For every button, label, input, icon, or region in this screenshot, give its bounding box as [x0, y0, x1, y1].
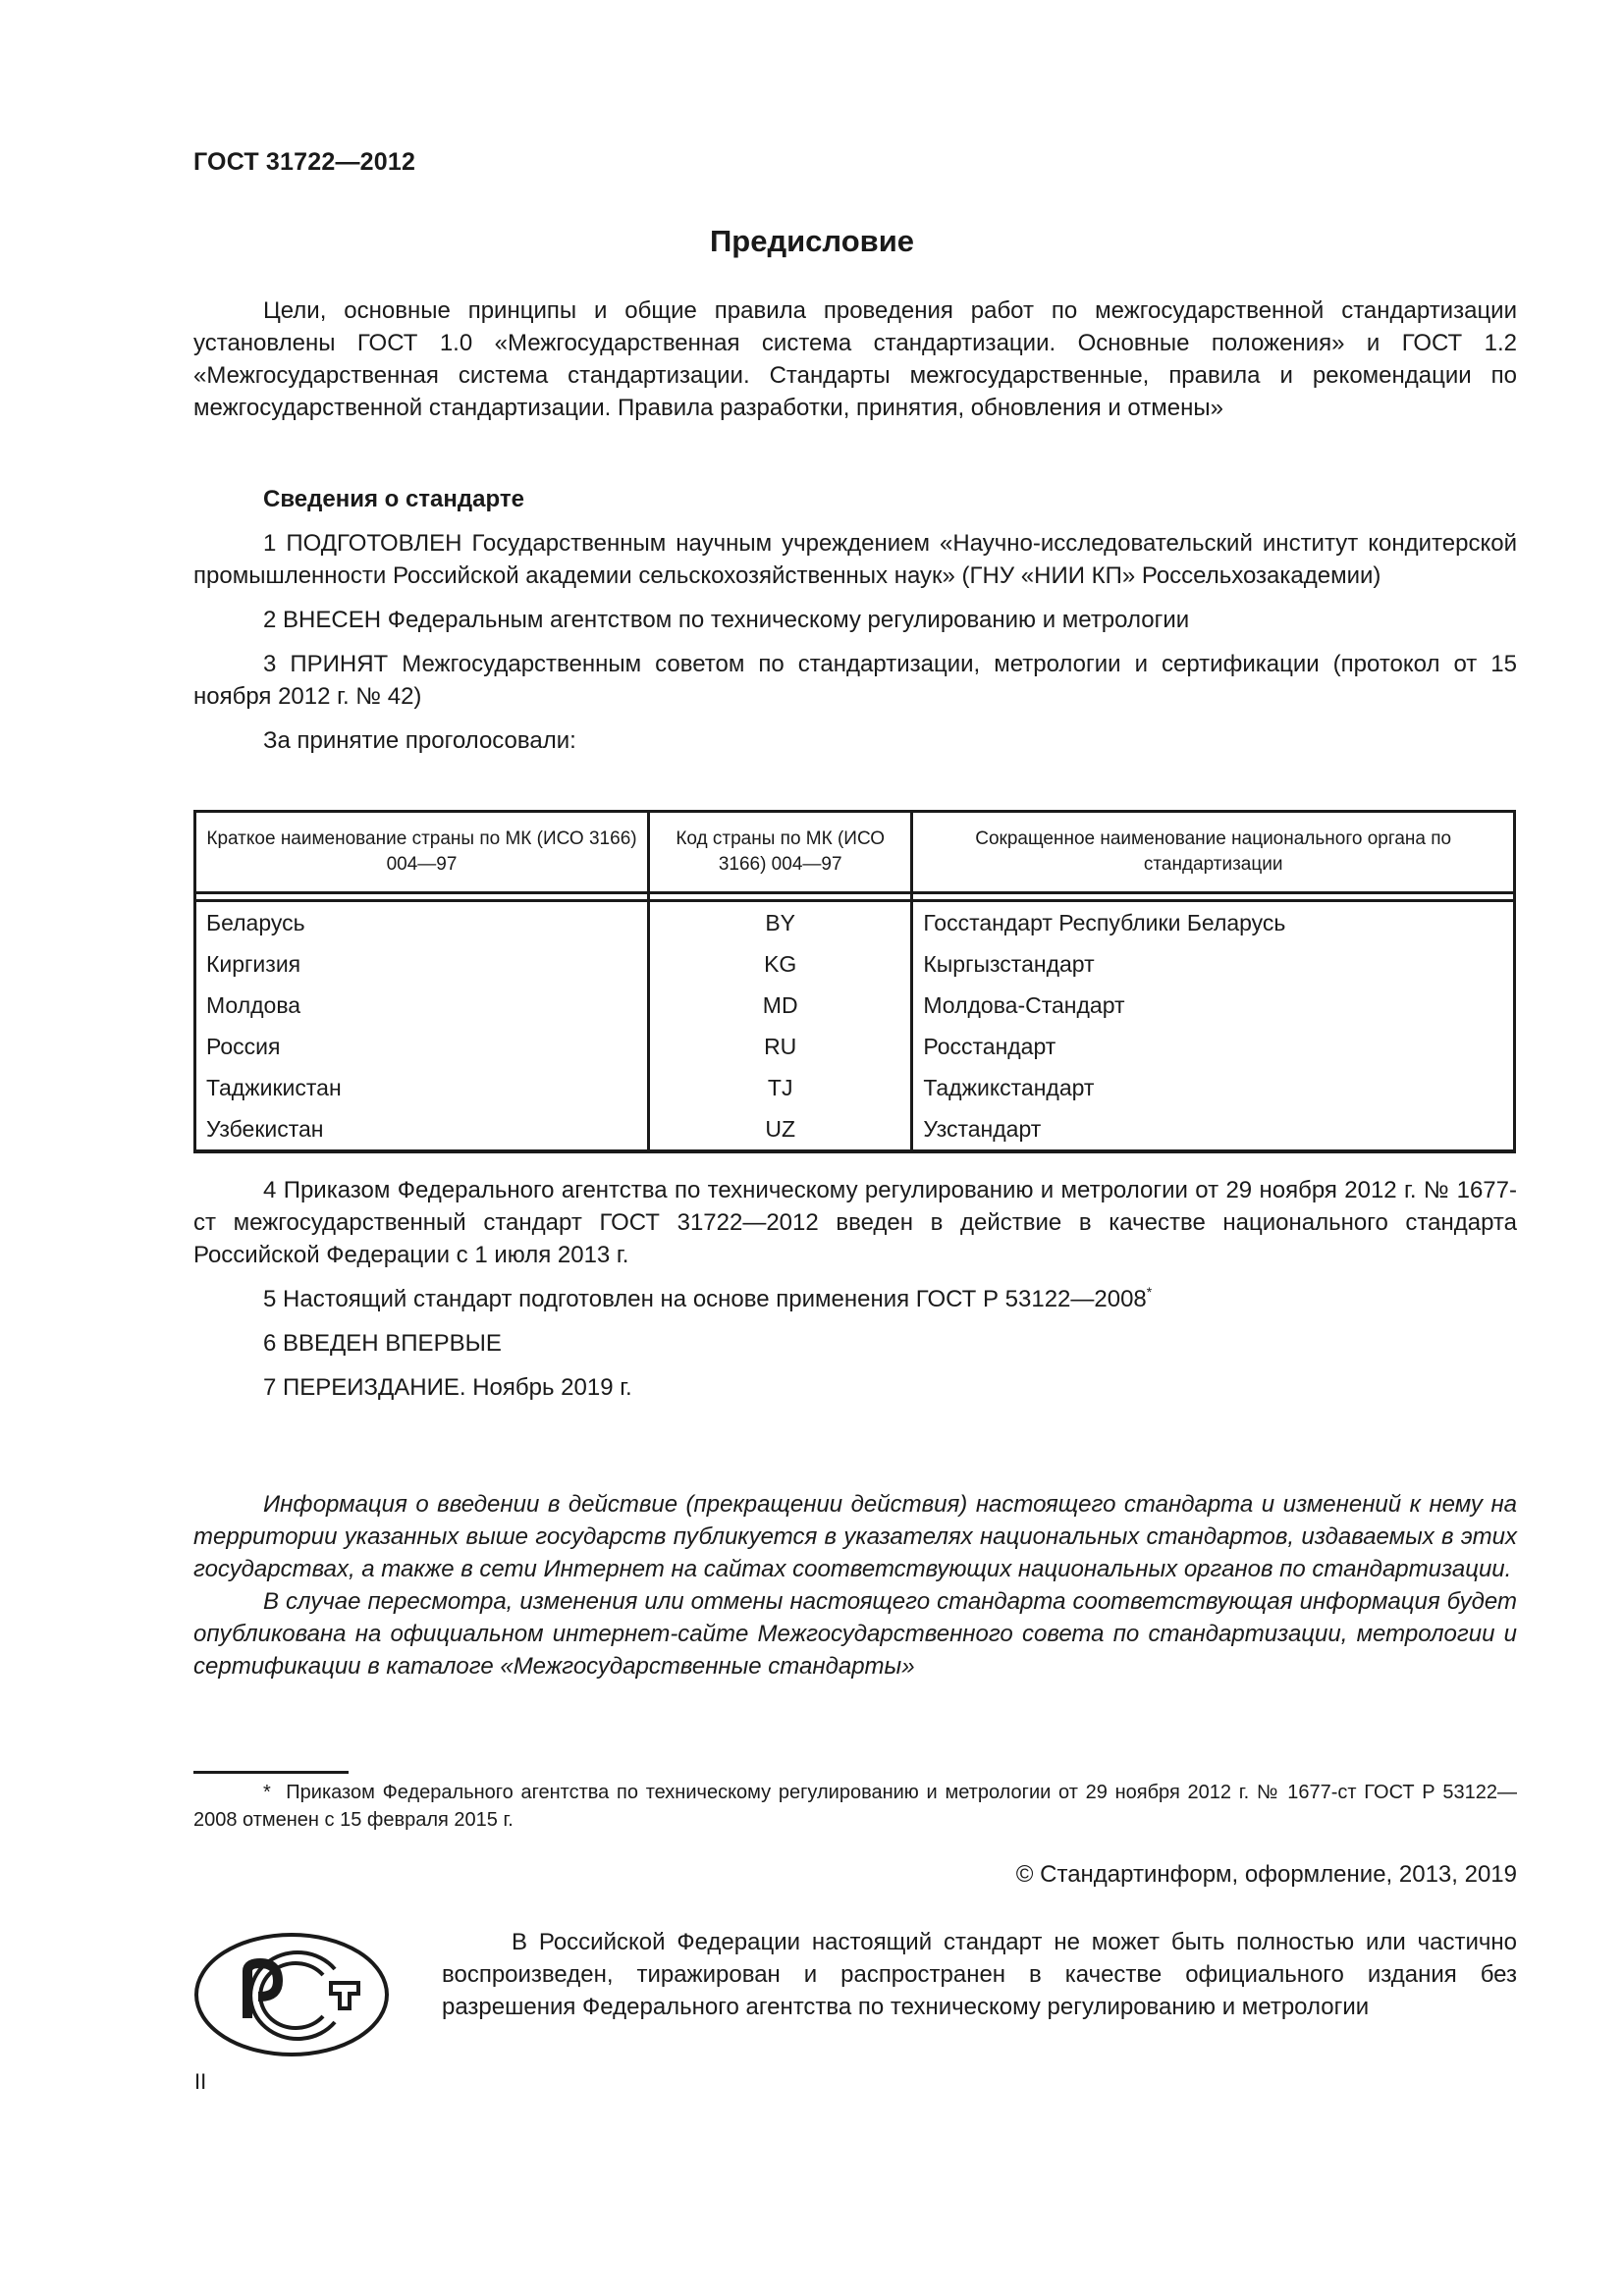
- code-cell: TJ: [648, 1067, 911, 1108]
- info-item-3: 3 ПРИНЯТ Межгосударственным советом по стандартизации, метрологии и сертификации (протокол от 15 ноября 2012 г. № 42): [193, 651, 1517, 710]
- body-cell: Росстандарт: [912, 1026, 1515, 1067]
- body-cell: Узстандарт: [912, 1108, 1515, 1151]
- info-item-1: 1 ПОДГОТОВЛЕН Государственным научным учреждением «Научно-исследовательский институт кондитерской промышленности Российской академии сельскохозяйственных наук» (ГНУ «НИИ КП» Россельхозакадемии): [193, 530, 1517, 589]
- country-cell: Молдова: [195, 985, 649, 1026]
- footnote-mark: *: [263, 1782, 271, 1803]
- info-paragraph-1: Информация о введении в действие (прекращении действия) настоящего стандарта и изменений к нему на территории указанных выше государств публикуется в указателях национальных стандартов, издаваемых в этих государствах, а также в сети Интернет на сайтах соответствующих национальных органов по стандартизации.: [193, 1491, 1517, 1582]
- vote-label: За принятие проголосовали:: [263, 727, 576, 754]
- info-paragraph-2: В случае пересмотра, изменения или отмены настоящего стандарта соответствующая информация будет опубликована на официальном интернет-сайте Межгосударственного совета по стандартизации, метрологии и сертификации в каталоге «Межгосударственные стандарты»: [193, 1588, 1517, 1680]
- rst-certification-mark-icon: [193, 1932, 390, 2062]
- footnote-divider: [193, 1771, 349, 1774]
- table-row: [195, 943, 1515, 985]
- intro-paragraph: Цели, основные принципы и общие правила проведения работ по межгосударственной стандартизации установлены ГОСТ 1.0 «Межгосударственная система стандартизации. Основные положения» и ГОСТ 1.2 «Межгосударственная система стандартизации. Стандарты межгосударственные, правила и рекомендации по межгосударственной стандартизации. Правила разработки, принятия, обновления и отмены»: [193, 297, 1517, 421]
- code-cell: BY: [648, 901, 911, 944]
- table-row: [195, 985, 1515, 1026]
- code-cell: KG: [648, 943, 911, 985]
- footnote-text: Приказом Федерального агентства по техническому регулированию и метрологии от 29 ноября 2012 г. № 1677-ст ГОСТ Р 53122—2008 отменен с 15 февраля 2015 г.: [193, 1782, 1517, 1831]
- info-item-5: [193, 1283, 1517, 1315]
- column-header-code: Код страны по МК (ИСО 3166) 004—97: [648, 812, 911, 893]
- footnote-mark: *: [1146, 1284, 1153, 1300]
- country-cell: Россия: [195, 1026, 649, 1067]
- voting-table: [193, 810, 1516, 1153]
- additional-items-block: [193, 1174, 1517, 1404]
- country-cell: Киргизия: [195, 943, 649, 985]
- info-item-4: 4 Приказом Федерального агентства по техническому регулированию и метрологии от 29 ноября 2012 г. № 1677-ст межгосударственный стандарт ГОСТ 31722—2012 введен в действие в качестве национального стандарта Российской Федерации с 1 июля 2013 г.: [193, 1177, 1517, 1268]
- intro-block: [193, 294, 1517, 424]
- rule-cell: [912, 893, 1515, 901]
- page-number: II: [194, 2069, 207, 2094]
- body-cell: Молдова-Стандарт: [912, 985, 1515, 1026]
- country-cell: Таджикистан: [195, 1067, 649, 1108]
- reproduction-notice: В Российской Федерации настоящий стандарт не может быть полностью или частично воспроизведен, тиражирован и распространен в качестве официального издания без разрешения Федерального агентства по техническому регулированию и метрологии: [442, 1929, 1517, 2020]
- info-item-2: 2 ВНЕСЕН Федеральным агентством по техническому регулированию и метрологии: [263, 607, 1190, 633]
- info-item-5-text: 5 Настоящий стандарт подготовлен на основе применения ГОСТ Р 53122—2008: [263, 1286, 1147, 1312]
- table-row: [195, 1026, 1515, 1067]
- footnote: [193, 1779, 1517, 1834]
- header-double-rule: [195, 893, 1515, 901]
- country-cell: Беларусь: [195, 901, 649, 944]
- table-row: [195, 901, 1515, 944]
- table-header-row: [195, 812, 1515, 893]
- standard-info-block: [193, 483, 1517, 757]
- code-cell: RU: [648, 1026, 911, 1067]
- footnote-body: [193, 1779, 1517, 1834]
- body-cell: Таджикстандарт: [912, 1067, 1515, 1108]
- body-cell: Кыргызстандарт: [912, 943, 1515, 985]
- page-title: Предисловие: [709, 224, 914, 258]
- column-header-body: Сокращенное наименование национального органа по стандартизации: [912, 812, 1515, 893]
- table-row: [195, 1067, 1515, 1108]
- table-row: [195, 1108, 1515, 1151]
- code-cell: MD: [648, 985, 911, 1026]
- body-cell: Госстандарт Республики Беларусь: [912, 901, 1515, 944]
- code-cell: UZ: [648, 1108, 911, 1151]
- document-code: ГОСТ 31722—2012: [193, 148, 416, 176]
- copyright-line: © Стандартинформ, оформление, 2013, 2019: [1015, 1861, 1517, 1888]
- info-item-7: 7 ПЕРЕИЗДАНИЕ. Ноябрь 2019 г.: [263, 1374, 632, 1401]
- rule-cell: [648, 893, 911, 901]
- rule-cell: [195, 893, 649, 901]
- info-item-6: 6 ВВЕДЕН ВПЕРВЫЕ: [263, 1330, 502, 1357]
- column-header-country: Краткое наименование страны по МК (ИСО 3166) 004—97: [195, 812, 649, 893]
- country-cell: Узбекистан: [195, 1108, 649, 1151]
- info-notice-block: [193, 1488, 1517, 1682]
- section-heading: Сведения о стандарте: [263, 486, 524, 512]
